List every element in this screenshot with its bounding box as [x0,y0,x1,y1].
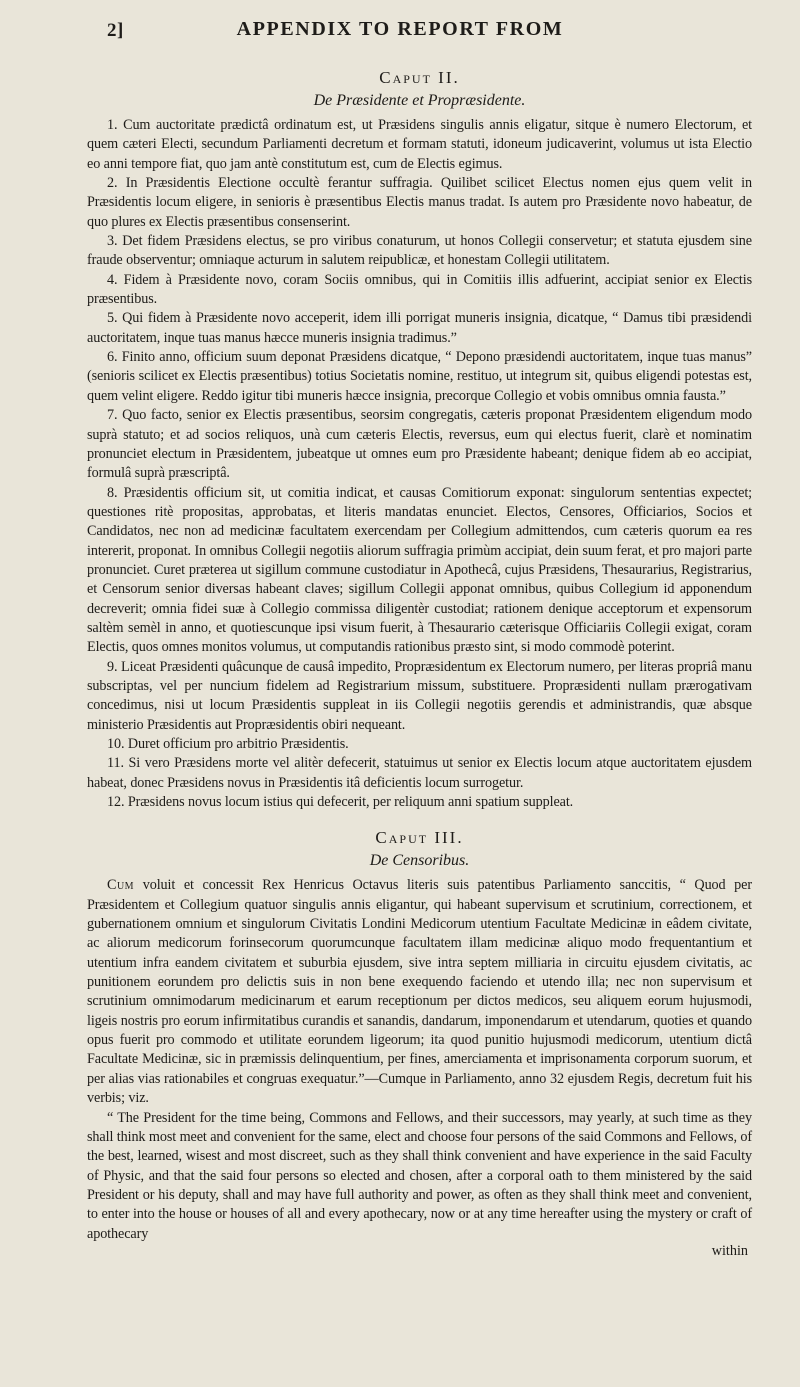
paragraph [87,484,752,658]
paragraph-text: 8. Præsidentis officium sit, ut comitia indicat, et causas Comitiorum exponat: singulorum sententias expectet; questiones ritè propositas, approbatas, et literis mandatas enunciet. Electos, Censores, Officiarios, Socios et Candidatos, nec non ad medicinæ facultatem exercendam per Collegium admittendos, cum cæteris quorum ea res intererit, proponat. In omnibus Collegii negotiis aliorum suffragia primùm accipiat, dein suum ferat, et pro majori parte pronunciet. Curet præterea ut sigillum commune custodiatur in Apothecâ, cujus Præsidens, Thesaurarius, Registrarius, et Censorum senior diversas habeant claves; sigillum Collegii apponat omnibus, quibus Collegium id apponendum decreverit; omnia fidei suæ à Collegio commissa diligentèr custodiat; rationem denique acceptorum et expensorum saltèm semèl in anno, et quotiescunque ipsi visum fuerit, à Thesaurario cæterisque Officiariis Collegii exigat, coram Electis, quos omnes monitos volumus, ut computandis rationibus præsto sint, si modo commodè poterint. [87,484,752,656]
paragraph-text: 7. Quo facto, senior ex Electis præsentibus, seorsim congregatis, cæteris proponat Præsidentem eligendum modo suprà statuto; et ad socios reliquos, unà cum cæteris Electis, reversus, eum qui electus fuerit, clarè et nominatim pronunciet electum in Præsidentem, jubeatque ut omnes eum pro Præsidente habeant; denique fidem ab eo accipiat, formulâ suprà præscriptâ. [87,407,752,482]
chapter-subtitle: De Censoribus. [369,852,470,870]
catchword: within [711,1242,748,1259]
paragraph-text: 12. Præsidens novus locum istius qui defecerit, per reliquum anni spatium suppleat. [107,794,574,811]
paragraph [87,658,752,735]
paragraph [87,174,752,232]
paragraph-text: 1. Cum auctoritate prædictâ ordinatum est, ut Præsidens singulis annis eligatur, sitque è numero Electorum, et quem cæteri Electi, secundum Parliamenti decretum et formam statuti, idoneum judicaverint, volumus ut ista Electio eo anni tempore fiat, quo jam antè constitutum est, cum de Electis egimus. [87,117,752,172]
page-body [87,56,752,1259]
paragraph [87,1109,752,1244]
paragraph [87,232,752,271]
page-header [0,14,800,44]
section-caput-ii [87,68,752,812]
chapter-subtitle: De Præsidente et Propræsidente. [313,92,526,109]
chapter-heading: Caput III. [375,828,464,848]
paragraph-text: 11. Si vero Præsidens morte vel alitèr defecerit, statuimus ut senior ex Electis locum atque auctoritatem ejusdem habeat, donec Præsidens novus in Præsidentis itâ deficientis locum surrogetur. [87,755,752,791]
paragraph-text: 6. Finito anno, officium suum deponat Præsidens dicatque, “ Depono præsidendi auctoritatem, inque tuas manus” (senioris scilicet ex Electis præsentibus) totius Societatis nomine, restituo, ut integrum sit, quibus eligendi potestas est, quem velint eligere. Reddo igitur tibi muneris hæcce insignia, precorque Collegio et vobis omnibus omnia fausta.” [87,349,752,404]
running-head: APPENDIX TO REPORT FROM [236,18,564,40]
paragraph [87,271,752,310]
section-caput-iii [87,828,752,1259]
paragraph [87,348,752,406]
paragraph-text: 9. Liceat Præsidenti quâcunque de causâ impedito, Propræsidentum ex Electorum numero, per literas propriâ manu subscriptas, vel per nuncium fidelem ad Registrarium missum, substituere. Propræsidenti nullam prærogativam concedimus, nisi ut locum Præsidentis suppleat in iis Collegii negotiis gerendis et administrandis, quæ absque ministerio Præsidentis aut Propræsidentis obiri nequeant. [87,658,752,733]
paragraph [87,406,752,483]
paragraph-text: 5. Qui fidem à Præsidente novo acceperit, idem illi porrigat muneris insignia, dicatque, “ Damus tibi præsidendi auctoritatem, inque tuas manus hæcce muneris insignia tradimus.” [87,310,752,346]
paragraph-text: 2. In Præsidentis Electione occultè ferantur suffragia. Quilibet scilicet Electus nomen ejus quem velit in Præsidentis locum eligere, in senioris è præsentibus Electis manus tradat. Is autem pro Præsidente novo habeatur, de quo plures ex Electis præsentibus consenserint. [87,175,752,230]
paragraph [87,754,752,793]
paragraph-opening-word: Cum [107,877,135,894]
paragraph [87,309,752,348]
paragraph-text: 4. Fidem à Præsidente novo, coram Sociis omnibus, qui in Comitiis illis adfuerint, accipiat senior ex Electis præsentibus. [87,271,752,308]
paragraph-text: 3. Det fidem Præsidens electus, se pro viribus conaturum, ut honos Collegii conservetur; et statuta ejusdem sine fraude observentur; omniaque acturum in salutem reipublicæ, et honestam Collegii utilitatem. [87,233,752,269]
paragraph-text: voluit et concessit Rex Henricus Octavus literis suis patentibus Parliamento sanccitis, “ Quod per Præsidentem et Collegium quatuor singulis annis eligantur, qui habeant supervisum et scrutinium, correctionem, et gubernationem omnium et singulorum Civitatis Londini Medicorum utentium Facultate Medicinæ in eâdem civitate, ac aliorum medicorum forinsecorum quorumcunque facultatem illam medicinæ aliquo modo frequentantium et utentium infra eandem civitatem et suburbia ejusdem, sive intra septem milliaria in circuitu ejusdem civitatis, ac punitionem eorundem pro delictis suis in non bene exequendo faciendo et utendo illa; nec non supervisum et scrutinium omnimodarum medicinarum et earum receptionum per dictos medicos, seu aliquem eorum hujusmodi, ligeis nostris pro eorum infirmitatibus curandis et sanandis, dandarum, imponendarum et utendarum, quoties et quando opus fuerit pro commodo et utilitate eorundem ligeorum; ita quod punitio hujusmodi medicorum, utentium dictâ Facultate Medicinæ, sic in præmissis delinquentium, per fines, amerciamenta et imprisonamenta corporum suorum, et per alias vias rationabiles et congruas exequatur.”—Cumque in Parliamento, anno 32 ejusdem Regis, decretum fuit his verbis; viz. [87,877,752,1107]
paragraph-text: 10. Duret officium pro arbitrio Præsidentis. [107,736,349,752]
paragraph [87,876,752,1108]
chapter-heading: Caput II. [379,68,460,87]
page-number: 2] [107,20,124,41]
paragraph [87,116,752,174]
paragraph [87,793,752,812]
paragraph-text: “ The President for the time being, Commons and Fellows, and their successors, may yearly, at such time as they shall think most meet and convenient for the same, elect and choose four persons of the said Commons and Fellows, of the best, learned, wisest and most discreet, such as they shall think convenient and have experience in the said Faculty of Physic, and that the said four persons so elected and chosen, after a corporal oath to them ministered by the said President or his deputy, shall and may have full authority and power, as often as they shall think meet and convenient, to enter into the house or houses of all and every apothecary, now or at any time hereafter using the mystery or craft of apothecary [87,1109,752,1242]
paragraph [87,735,752,754]
